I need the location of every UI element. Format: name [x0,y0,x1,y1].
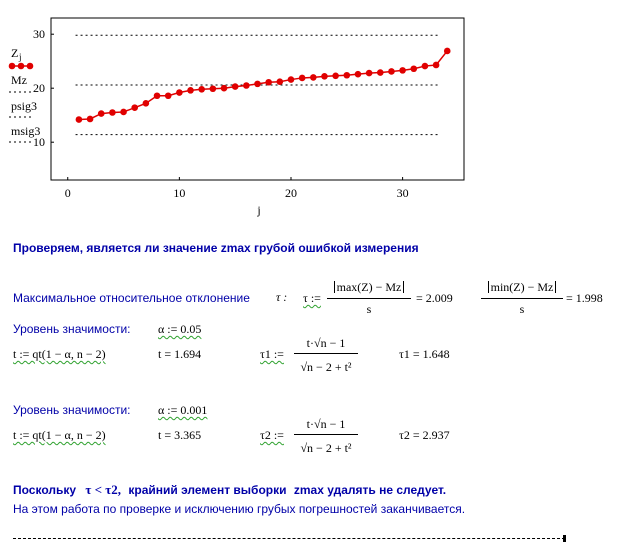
data-point-zj [377,69,384,76]
tau-numerator: max(Z) − Mz [326,280,412,295]
tau-symbol: τ : [276,290,288,304]
data-point-zj [277,78,284,85]
x-tick-label: 10 [173,186,186,200]
fraction-bar [294,434,358,435]
data-point-zj [176,89,183,96]
data-point-zj [444,48,451,55]
tau-min-result: = 1.998 [566,291,603,305]
sig1-tau-name[interactable]: τ1 := [260,347,284,361]
x-tick-label: 0 [64,186,71,200]
sig1-tau-value: τ1 = 1.648 [399,347,450,361]
sig1-tau-denominator: √n − 2 + t² [300,360,352,374]
data-point-zj [210,85,217,92]
fraction-bar [294,353,358,354]
data-point-zj [131,104,138,111]
data-point-zj [165,92,172,99]
conclusion-zmax: zmax [293,483,324,497]
plot-frame [51,18,464,180]
sig2-tau-value: τ2 = 2.937 [399,428,450,442]
chart [0,0,618,225]
legend-zj: Z [11,46,19,60]
legend-msig3: msig3 [11,124,41,138]
sig2-tau-numerator: t·√n − 1 [306,417,346,431]
data-point-zj [198,86,205,93]
sig1-tau-numerator: t·√n − 1 [306,336,346,350]
data-point-zj [310,74,317,81]
legend-zj-sub: j [19,52,22,62]
sig2-t-definition[interactable]: t := qt(1 − α, n − 2) [13,428,106,442]
sig2-tau-denominator: √n − 2 + t² [300,441,352,455]
data-point-zj [87,116,94,123]
sig1-t-value: t = 1.694 [158,347,202,361]
data-point-zj [321,73,328,80]
data-point-zj [154,92,161,99]
y-tick-label: 30 [33,27,45,42]
data-point-zj [187,87,194,94]
data-point-zj [265,79,272,86]
sig2-label: Уровень значимости: [13,403,131,417]
conclusion-part1: Поскольку [13,483,77,497]
conclusion-line1 [13,482,446,498]
conclusion-line2: На этом работа по проверке и исключению грубых погрешностей заканчивается. [13,502,466,516]
y-tick-label: 10 [33,135,45,150]
tau-min-numerator: min(Z) − Mz [480,280,564,295]
legend-zj-marker [9,63,16,70]
data-point-zj [343,72,350,79]
tau-max-result: = 2.009 [416,291,453,305]
data-point-zj [76,116,83,123]
data-point-zj [355,71,362,78]
legend-zj-marker [18,63,25,70]
sig2-alpha[interactable]: α := 0.001 [158,403,208,417]
tau-denominator: s [366,302,372,316]
sig1-label: Уровень значимости: [13,322,131,336]
x-axis-label: j [257,203,261,217]
tau-definition[interactable]: τ := [303,291,321,305]
fraction-bar [327,298,411,299]
sig1-t-definition[interactable]: t := qt(1 − α, n − 2) [13,347,106,361]
conclusion-comparison: τ < τ2, [85,482,122,497]
sig1-alpha[interactable]: α := 0.05 [158,322,202,336]
region-separator [13,538,565,539]
legend-psig3: psig3 [11,99,38,113]
data-point-zj [399,67,406,74]
y-tick-label: 20 [33,81,45,96]
data-point-zj [120,109,127,116]
maxdev-label: Максимальное относительное отклонение [13,291,250,305]
separator-end-mark[interactable] [563,535,566,542]
data-point-zj [232,83,239,90]
data-point-zj [410,65,417,72]
data-point-zj [388,68,395,75]
data-point-zj [299,75,306,82]
conclusion-part3: удалять не следует. [327,483,447,497]
legend-zj-marker [27,63,34,70]
fraction-bar [481,298,563,299]
tau-min-denominator: s [519,302,525,316]
data-point-zj [143,100,150,107]
data-point-zj [366,70,373,77]
data-point-zj [243,82,250,89]
legend-mz: Mz [11,73,27,87]
data-point-zj [433,62,440,69]
conclusion-part2: крайний элемент выборки [128,483,287,497]
x-tick-label: 20 [284,186,297,200]
data-point-zj [254,81,261,88]
data-point-zj [221,85,228,92]
data-point-zj [422,63,429,70]
section-heading: Проверяем, является ли значение zmax грубой ошибкой измерения [13,241,419,255]
data-point-zj [332,72,339,79]
x-tick-label: 30 [396,186,409,200]
data-point-zj [288,76,295,83]
sig2-t-value: t = 3.365 [158,428,202,442]
sig2-tau-name[interactable]: τ2 := [260,428,284,442]
data-point-zj [109,109,116,116]
data-point-zj [98,110,105,117]
